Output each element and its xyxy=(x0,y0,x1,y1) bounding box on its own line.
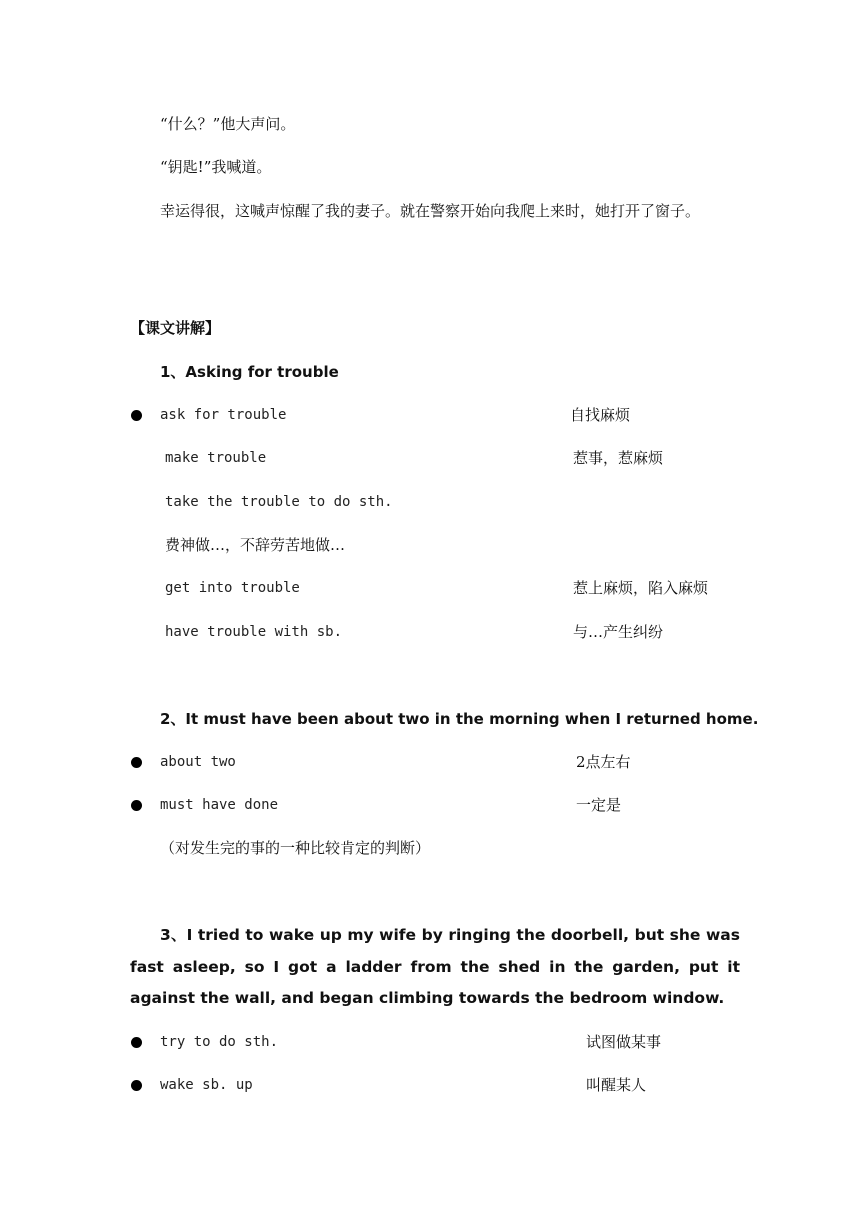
phrase-zh: 与…产生纠纷 xyxy=(573,623,664,641)
phrase-zh: 试图做某事 xyxy=(586,1033,662,1051)
phrase-en: about two xyxy=(160,754,236,770)
phrase-en: make trouble xyxy=(165,450,267,466)
bullet-icon xyxy=(131,757,142,768)
section-title: 【课文讲解】 xyxy=(130,319,221,337)
item2-heading: 2、It must have been about two in the morning when I returned home. xyxy=(160,710,759,728)
phrase-en: get into trouble xyxy=(165,580,300,596)
phrase-en: take the trouble to do sth. xyxy=(165,494,393,510)
phrase-zh: 2点左右 xyxy=(576,753,631,771)
bullet-icon xyxy=(131,1037,142,1048)
phrase-en: must have done xyxy=(160,797,279,813)
phrase-zh: 一定是 xyxy=(576,796,622,814)
phrase-en: try to do sth. xyxy=(160,1034,279,1050)
phrase-zh-line: 费神做…，不辞劳苦地做… xyxy=(165,536,346,554)
phrase-zh: 惹上麻烦，陷入麻烦 xyxy=(573,579,709,597)
phrase-en: have trouble with sb. xyxy=(165,624,343,640)
bullet-icon xyxy=(131,410,142,421)
translation-paragraph: 幸运得很，这喊声惊醒了我的妻子。就在警察开始向我爬上来时，她打开了窗子。 xyxy=(160,202,701,220)
item3-heading: 3、I tried to wake up my wife by ringing the doorbell, but she was fast asleep, so I got a ladder from the shed in the garden, put it against the wall, and began climbing towards the bedroom window. xyxy=(130,926,740,1007)
item1-heading: 1、Asking for trouble xyxy=(160,363,339,381)
phrase-zh: 叫醒某人 xyxy=(586,1076,647,1094)
phrase-zh: 惹事，惹麻烦 xyxy=(573,449,664,467)
phrase-zh: 自找麻烦 xyxy=(570,406,631,424)
phrase-en: wake sb. up xyxy=(160,1077,253,1093)
dialogue-line-1: “什么？”他大声问。 xyxy=(160,115,296,133)
item2-note: （对发生完的事的一种比较肯定的判断） xyxy=(160,839,431,857)
bullet-icon xyxy=(131,800,142,811)
bullet-icon xyxy=(131,1080,142,1091)
dialogue-line-2: “钥匙!”我喊道。 xyxy=(160,158,272,176)
phrase-en: ask for trouble xyxy=(160,407,287,423)
